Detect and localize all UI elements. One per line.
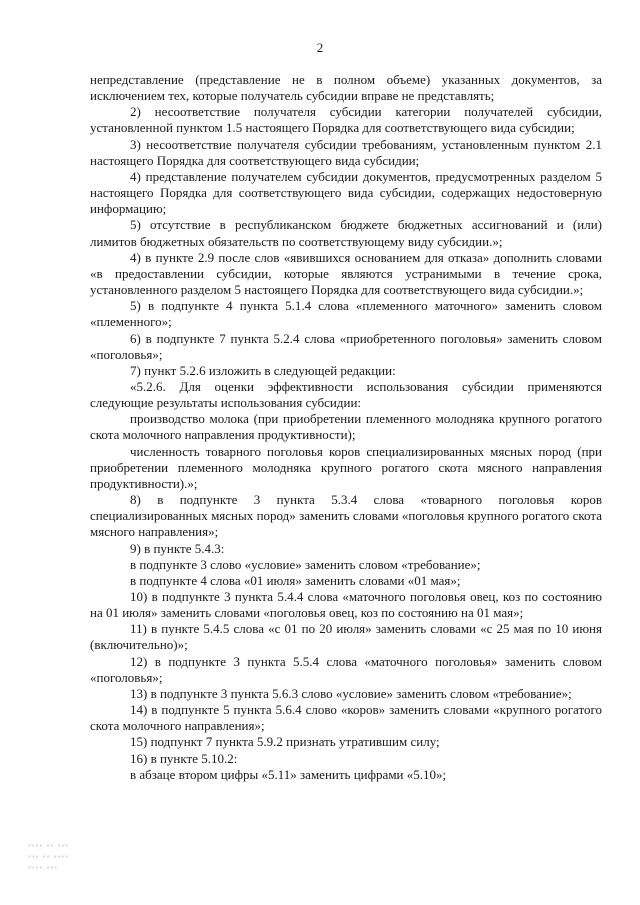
paragraph: 15) подпункт 7 пункта 5.9.2 признать утратившим силу; — [130, 734, 440, 750]
paragraph: 9) в пункте 5.4.3: — [130, 540, 225, 556]
paragraph: 14) в подпункте 5 пункта 5.6.4 слово «коров» заменить словами «крупного рогатого скота молочного направления»; — [90, 702, 602, 734]
document-body — [90, 72, 602, 783]
paragraph: 11) в пункте 5.4.5 слова «с 01 по 20 июля» заменить словами «с 25 мая по 10 июня (включительно)»; — [90, 621, 602, 653]
paragraph: 5) в подпункте 4 пункта 5.1.4 слова «племенного маточного» заменить словом «племенного»; — [90, 298, 602, 330]
paragraph: в подпункте 3 слово «условие» заменить словом «требование»; — [130, 556, 481, 572]
paragraph: 13) в подпункте 3 пункта 5.6.3 слово «условие» заменить словом «требование»; — [130, 685, 572, 701]
page-number: 2 — [316, 40, 324, 55]
paragraph: непредставление (представление не в полном объеме) указанных документов, за исключением тех, которые получатель субсидии вправе не представлять; — [90, 72, 602, 104]
paragraph: 10) в подпункте 3 пункта 5.4.4 слова «маточного поголовья овец, коз по состоянию на 01 июля» заменить словами «поголовья овец, коз по состоянию на 01 мая»; — [90, 589, 602, 621]
paragraph: 8) в подпункте 3 пункта 5.3.4 слова «товарного поголовья коров специализированных мясных пород» заменить словами «поголовья крупного рогатого скота мясного направления»; — [90, 492, 602, 540]
paragraph: численность товарного поголовья коров специализированных мясных пород (при приобретении племенного молодняка крупного рогатого скота мясного направления продуктивности).»; — [90, 443, 602, 491]
paragraph: в подпункте 4 слова «01 июля» заменить словами «01 мая»; — [130, 572, 461, 588]
paragraph: производство молока (при приобретении племенного молодняка крупного рогатого скота молочного направления продуктивности); — [90, 411, 602, 443]
faint-stamp: ▪▪▪▪ ▪▪ ▪▪▪ ▪▪▪ ▪▪ ▪▪▪▪ ▪▪▪▪ ▪▪▪ — [28, 841, 69, 872]
paragraph: 4) в пункте 2.9 после слов «явившихся основанием для отказа» дополнить словами «в предоставлении субсидии, которые являются устранимыми в течение срока, установленного разделом 5 настоящего Порядка для соответствующего вида субсидии.»; — [90, 249, 602, 298]
paragraph: 3) несоответствие получателя субсидии требованиям, установленным пунктом 2.1 настоящего Порядка для соответствующего вида субсидии; — [90, 136, 602, 168]
paragraph: 6) в подпункте 7 пункта 5.2.4 слова «приобретенного поголовья» заменить словом «поголовья»; — [90, 330, 602, 362]
paragraph: 2) несоответствие получателя субсидии категории получателей субсидии, установленной пунктом 1.5 настоящего Порядка для соответствующего вида субсидии; — [90, 104, 602, 136]
paragraph: 16) в пункте 5.10.2: — [130, 750, 238, 766]
paragraph: 12) в подпункте 3 пункта 5.5.4 слова «маточного поголовья» заменить словом «поголовья»; — [90, 653, 602, 685]
paragraph: 7) пункт 5.2.6 изложить в следующей редакции: — [130, 362, 396, 378]
paragraph: 5) отсутствие в республиканском бюджете бюджетных ассигнований и (или) лимитов бюджетных обязательств по соответствующему виду субсидии.»; — [90, 217, 602, 249]
paragraph: в абзаце втором цифры «5.11» заменить цифрами «5.10»; — [130, 766, 447, 782]
paragraph: «5.2.6. Для оценки эффективности использования субсидии применяются следующие результаты использования субсидии: — [90, 378, 602, 411]
paragraph: 4) представление получателем субсидии документов, предусмотренных разделом 5 настоящего Порядка для соответствующего вида субсидии, содержащих недостоверную информацию; — [90, 168, 602, 217]
